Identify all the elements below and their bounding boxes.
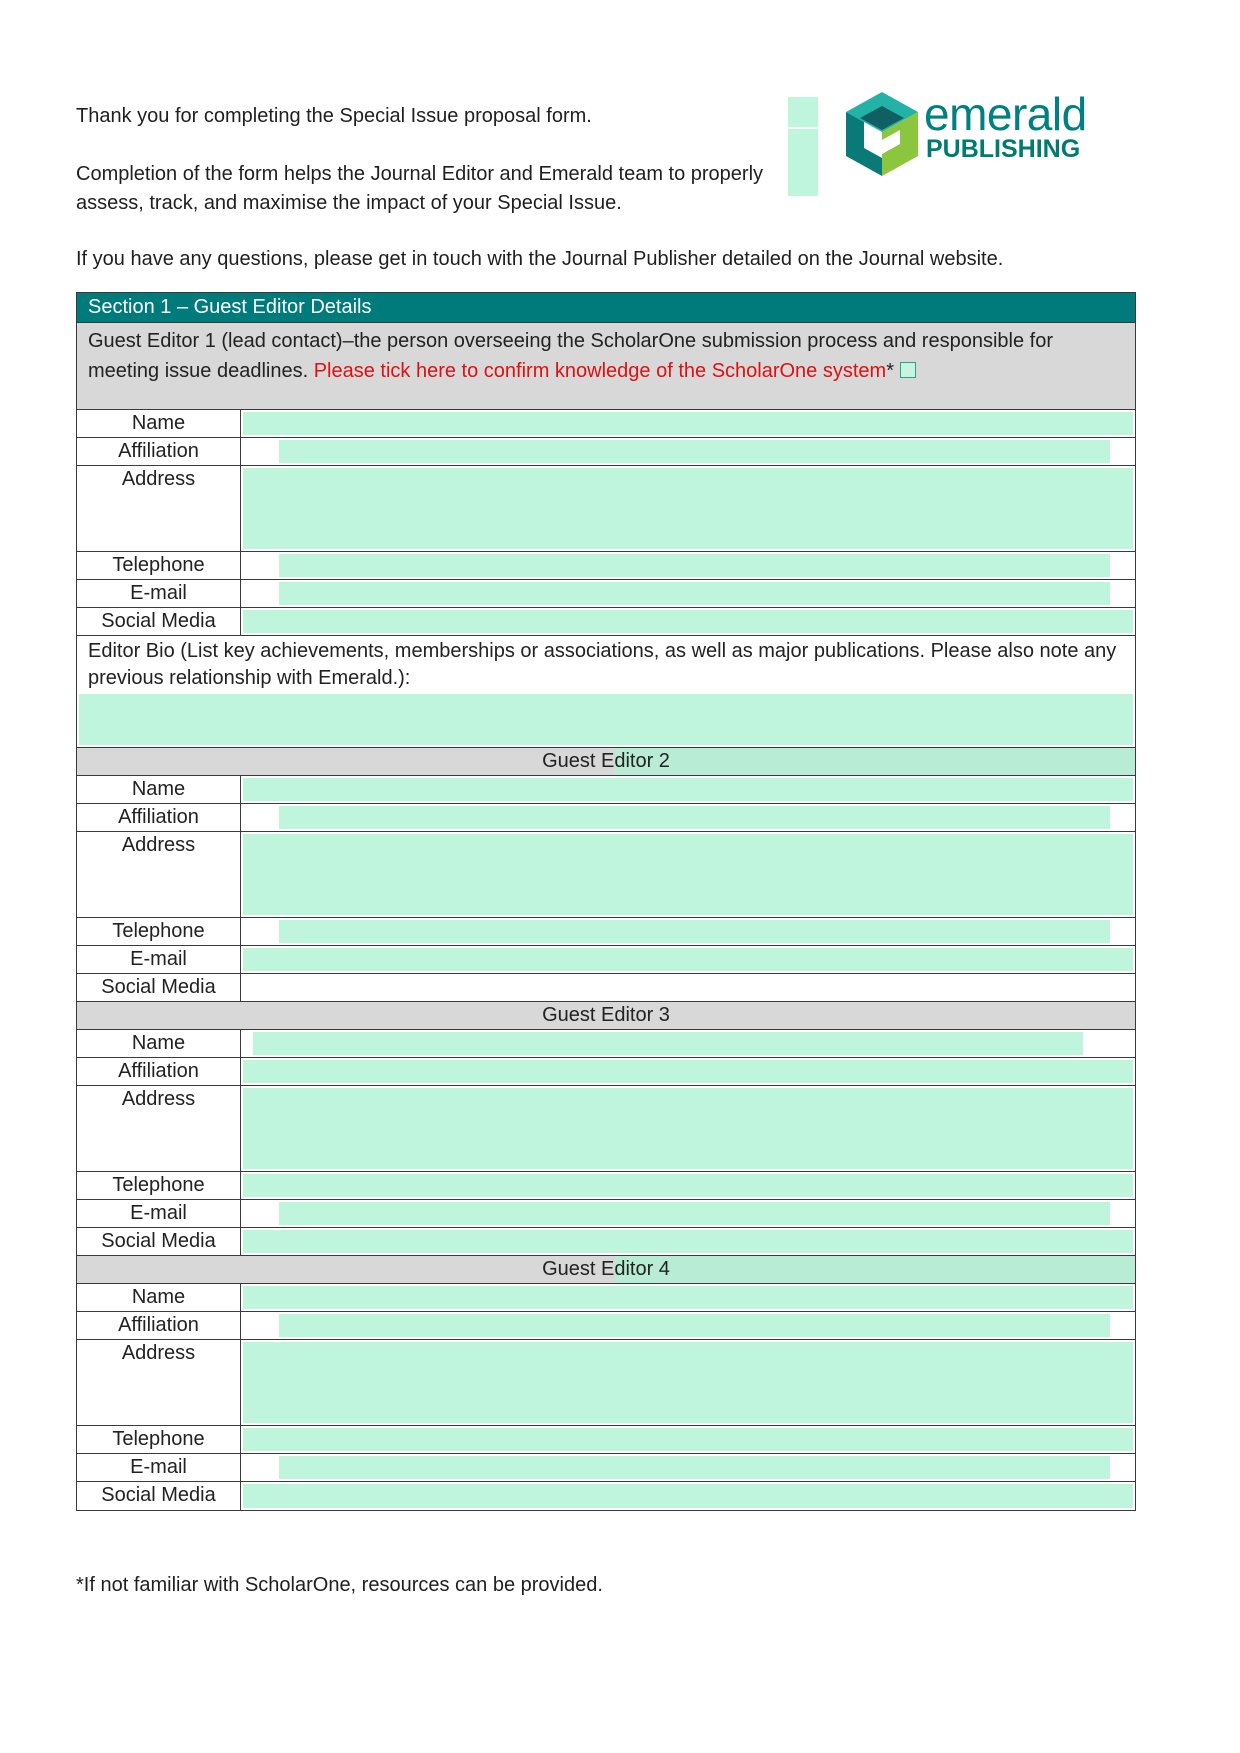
ge4-social-row	[77, 1482, 1135, 1510]
telephone-label: Telephone	[77, 918, 241, 945]
affiliation-label: Affiliation	[77, 804, 241, 831]
guest-editor-3-title: Guest Editor 3	[542, 1004, 670, 1026]
ge2-name-field[interactable]	[243, 778, 1133, 801]
ge2-email-row	[77, 946, 1135, 974]
ge1-telephone-row	[77, 552, 1135, 580]
ge4-social-field[interactable]	[243, 1484, 1133, 1508]
ge4-address-row	[77, 1340, 1135, 1426]
address-label: Address	[77, 466, 241, 551]
ge3-social-row	[77, 1228, 1135, 1256]
email-label: E-mail	[77, 946, 241, 973]
ge3-affiliation-row	[77, 1058, 1135, 1086]
guest-editor-3-header	[77, 1002, 1135, 1030]
social-media-label: Social Media	[77, 1228, 241, 1255]
guest-editor-2-header	[77, 748, 1135, 776]
name-label: Name	[77, 1284, 241, 1311]
ge2-telephone-field[interactable]	[279, 920, 1110, 943]
ge3-name-field[interactable]	[253, 1032, 1083, 1055]
guest-editor-form	[76, 292, 1136, 1511]
social-media-label: Social Media	[77, 608, 241, 635]
logo-wordmark-emerald: emerald	[924, 88, 1087, 140]
name-label: Name	[77, 410, 241, 437]
ge1-name-field[interactable]	[243, 412, 1133, 435]
ge3-email-field[interactable]	[279, 1202, 1110, 1225]
editor-bio-label: Editor Bio (List key achievements, memberships or associations, as well as major publications. Please also note any previous relationship with Emerald.):	[88, 640, 1117, 689]
name-label: Name	[77, 1030, 241, 1057]
guest-editor-1-header	[77, 323, 1135, 410]
ge1-name-row	[77, 410, 1135, 438]
address-label: Address	[77, 832, 241, 917]
affiliation-label: Affiliation	[77, 438, 241, 465]
ge2-telephone-row	[77, 918, 1135, 946]
ge1-email-row	[77, 580, 1135, 608]
ge4-address-field[interactable]	[243, 1342, 1133, 1423]
affiliation-label: Affiliation	[77, 1058, 241, 1085]
ge1-email-field[interactable]	[279, 582, 1110, 605]
logo-wordmark-publishing: PUBLISHING	[926, 135, 1081, 163]
guest-editor-4-header	[77, 1256, 1135, 1284]
ge1-address-field[interactable]	[243, 468, 1133, 549]
scholarone-confirm-checkbox[interactable]	[900, 362, 916, 378]
telephone-label: Telephone	[77, 1426, 241, 1453]
ge3-email-row	[77, 1200, 1135, 1228]
intro-thanks: Thank you for completing the Special Issue proposal form.	[76, 105, 592, 127]
ge1-bio-row	[77, 636, 1135, 748]
ge2-name-row	[77, 776, 1135, 804]
ge1-social-field[interactable]	[243, 610, 1133, 633]
scholarone-footnote: *If not familiar with ScholarOne, resources can be provided.	[76, 1574, 603, 1596]
email-label: E-mail	[77, 580, 241, 607]
social-media-label: Social Media	[77, 1482, 241, 1510]
ge3-address-field[interactable]	[243, 1088, 1133, 1169]
decorative-field-bottom	[788, 129, 818, 196]
ge4-telephone-field[interactable]	[243, 1428, 1133, 1451]
name-label: Name	[77, 776, 241, 803]
scholarone-confirm-text: Please tick here to confirm knowledge of the ScholarOne system	[313, 360, 887, 382]
ge2-social-field[interactable]	[241, 974, 1135, 1001]
ge1-affiliation-field[interactable]	[279, 440, 1110, 463]
ge3-affiliation-field[interactable]	[243, 1060, 1133, 1083]
guest-editor-2-title: Guest Editor 2	[542, 750, 670, 772]
section-1-title: Section 1 – Guest Editor Details	[77, 293, 1135, 323]
telephone-label: Telephone	[77, 1172, 241, 1199]
social-media-label: Social Media	[77, 974, 241, 1001]
emerald-logo-icon	[842, 88, 922, 180]
ge3-telephone-row	[77, 1172, 1135, 1200]
ge1-bio-field[interactable]	[79, 694, 1133, 745]
guest-editor-1-description: Guest Editor 1 (lead contact)–the person overseeing the ScholarOne submission process and responsible for meeting issue deadlines.	[88, 330, 1053, 382]
ge3-name-row	[77, 1030, 1135, 1058]
ge4-affiliation-row	[77, 1312, 1135, 1340]
ge2-affiliation-row	[77, 804, 1135, 832]
ge4-name-field[interactable]	[243, 1286, 1133, 1309]
telephone-label: Telephone	[77, 552, 241, 579]
intro-purpose: Completion of the form helps the Journal Editor and Emerald team to properly assess, track, and maximise the impact of your Special Issue.	[76, 163, 764, 214]
ge1-address-row	[77, 466, 1135, 552]
ge3-telephone-field[interactable]	[243, 1174, 1133, 1197]
ge2-address-row	[77, 832, 1135, 918]
intro-questions: If you have any questions, please get in touch with the Journal Publisher detailed on the Journal website.	[76, 248, 1004, 270]
ge4-affiliation-field[interactable]	[279, 1314, 1110, 1337]
guest-editor-4-title: Guest Editor 4	[542, 1258, 670, 1280]
ge3-address-row	[77, 1086, 1135, 1172]
ge4-telephone-row	[77, 1426, 1135, 1454]
ge4-email-row	[77, 1454, 1135, 1482]
address-label: Address	[77, 1086, 241, 1171]
ge2-affiliation-field[interactable]	[279, 806, 1110, 829]
required-asterisk: *	[886, 360, 894, 382]
ge1-telephone-field[interactable]	[279, 554, 1110, 577]
email-label: E-mail	[77, 1200, 241, 1227]
email-label: E-mail	[77, 1454, 241, 1481]
ge2-email-field[interactable]	[243, 948, 1133, 971]
ge2-social-row	[77, 974, 1135, 1002]
ge4-email-field[interactable]	[279, 1456, 1110, 1479]
ge4-name-row	[77, 1284, 1135, 1312]
ge2-address-field[interactable]	[243, 834, 1133, 915]
ge1-affiliation-row	[77, 438, 1135, 466]
ge1-social-row	[77, 608, 1135, 636]
address-label: Address	[77, 1340, 241, 1425]
ge3-social-field[interactable]	[243, 1230, 1133, 1253]
emerald-publishing-logo	[842, 88, 1102, 180]
affiliation-label: Affiliation	[77, 1312, 241, 1339]
decorative-field-top	[788, 97, 818, 127]
